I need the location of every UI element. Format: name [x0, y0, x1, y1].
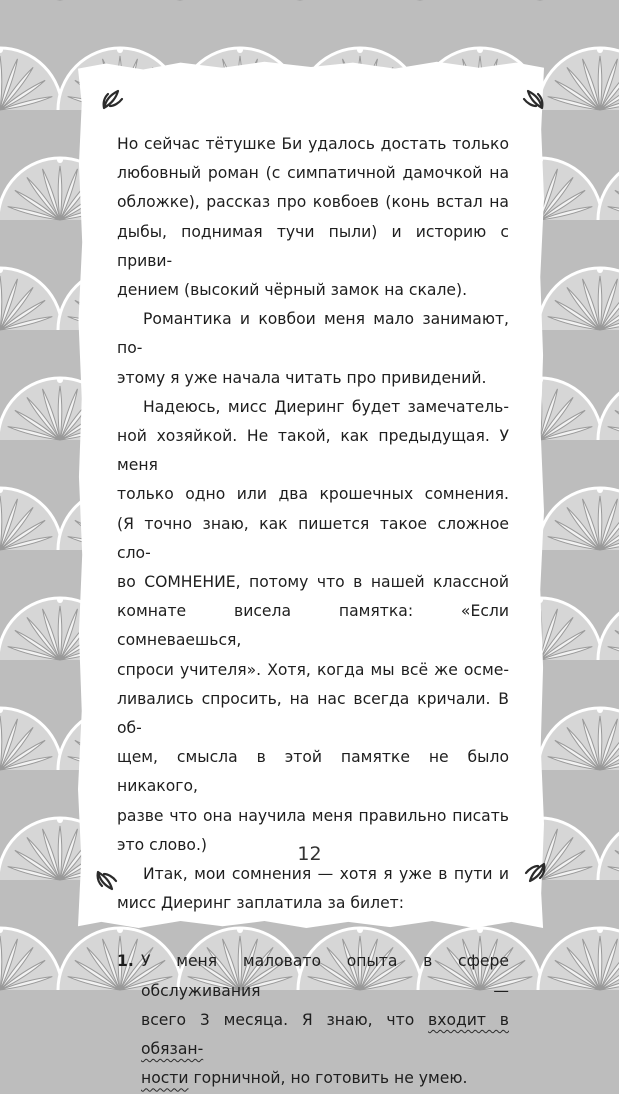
text-line: любовный роман (с симпатичной дамочкой на	[117, 164, 509, 183]
paragraph-2	[117, 305, 509, 393]
text-line: Надеюсь, мисс Диеринг будет замечатель-	[143, 397, 509, 416]
text-line: мисс Диеринг заплатила за билет:	[117, 894, 405, 913]
text-line: ливались спросить, на нас всегда кричали. В об-	[117, 689, 509, 738]
text-line: Но сейчас тётушке Би удалось достать только	[117, 135, 509, 153]
text-line: это слово.)	[117, 835, 207, 854]
text-line: Итак, мои сомнения — хотя я уже в пути и	[143, 865, 509, 884]
text-line: только одно или два крошечных сомнения.	[117, 485, 509, 504]
text-line: Романтика и ковбои меня мало занимают, по-	[117, 310, 509, 358]
wavy-underlined-text: ности	[141, 1069, 189, 1088]
text-line	[141, 1064, 509, 1093]
text-fragment: горничной, но готовить не умею.	[188, 1069, 468, 1088]
paragraph-1	[117, 130, 509, 305]
page-number: 12	[297, 843, 322, 865]
wavy-underlined-text: входит в обязан-	[141, 1010, 509, 1059]
body-text	[117, 130, 509, 1094]
list-number: 1.	[117, 952, 134, 971]
text-line: комнате висела памятка: «Если сомневаешься,	[117, 602, 509, 650]
text-line: обложке), рассказ про ковбоев (конь встал на	[117, 193, 509, 212]
paragraph-3	[117, 393, 509, 860]
paragraph-4	[117, 860, 509, 918]
text-line	[141, 1006, 509, 1064]
leaf-sprig-icon	[100, 86, 126, 112]
text-line: дыбы, поднимая тучи пыли) и историю с приви-	[117, 222, 509, 270]
list-item	[117, 947, 509, 1093]
text-line: дением (высокий чёрный замок на скале).	[117, 281, 468, 300]
text-line: У меня маловато опыта в сфере обслуживания —	[141, 952, 509, 1000]
text-line: спроси учителя». Хотя, когда мы всё же осме-	[117, 660, 509, 679]
text-line: этому я уже начала читать про привидений.	[117, 368, 487, 387]
text-line: щем, смысла в этой памятке не было никакого,	[117, 748, 509, 796]
text-line: во СОМНЕНИЕ, потому что в нашей классной	[117, 573, 509, 592]
text-line: разве что она научила меня правильно писать	[117, 806, 509, 825]
text-line: ной хозяйкой. Не такой, как предыдущая. У меня	[117, 427, 509, 475]
text-line: (Я точно знаю, как пишется такое сложное сло-	[117, 514, 509, 562]
text-fragment: всего 3 месяца. Я знаю, что	[141, 1010, 429, 1029]
leaf-sprig-icon	[520, 86, 546, 112]
